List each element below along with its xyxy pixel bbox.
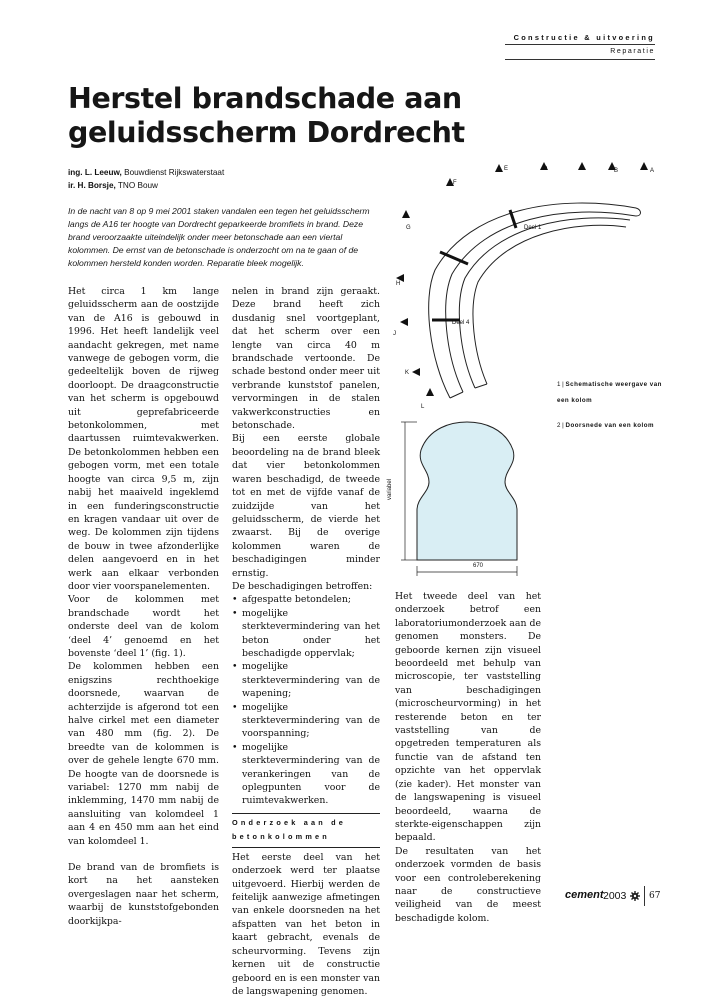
list-item: • afgespatte betondelen; <box>232 593 380 606</box>
footer-divider <box>644 886 645 906</box>
section-label-d: D <box>543 166 548 172</box>
section-label-a: A <box>650 168 655 174</box>
figure-cross-section <box>395 420 555 580</box>
gear-icon <box>630 891 640 901</box>
caption-number: 2 | <box>557 422 564 429</box>
column-outer-inner-edge <box>446 212 636 392</box>
cross-section-shape <box>417 422 517 560</box>
arrow-icon <box>495 164 503 172</box>
column-base <box>450 384 487 398</box>
paragraph: Het eerste deel van het onderzoek werd ter plaatse uitgevoerd. Hierbij werden de feitelijk aanwezige afmetingen van enkele doorsneden na het afspatten van het beton in kaart gebracht, evenals de scheurvorming. Tevens zijn kernen uit de constructie geboord en is een monster van de langswapening genomen. <box>232 851 380 997</box>
author-2 <box>68 181 158 190</box>
header-rule-2 <box>505 59 655 60</box>
author-1 <box>68 168 224 177</box>
column-inner-edge <box>459 218 630 388</box>
paragraph: Het circa 1 km lange geluidsscherm aan de oostzijde van de A16 is gebouwd in 1996. Het heeft landelijk veel aandacht gekregen, met name vanwege de gebogen vorm, die gedeeltelijk boven de rijweg doorloopt. De draagconstructie van het scherm is opgebouwd uit geprefabriceerde betonkolommen, met daartussen ruimtevakwerken. De betonkolommen hebben een gebogen vorm, met een totale hoogte van circa 9,5 m, zijn nabij het maaiveld ingeklemd in een funderingsconstructie en kragen vandaar uit over de weg. De kolommen zijn tijdens de bouw in twee afzonderlijke delen aangevoerd en in het werk aan elkaar verbonden door vier voorspanelementen. <box>68 286 219 592</box>
arrow-icon <box>640 162 648 170</box>
section-heading-line: betonkolommen <box>232 831 330 841</box>
header-rule <box>505 44 655 45</box>
paragraph: De resultaten van het onderzoek vormden de basis voor een controleberekening naar de constructieve veiligheid van de meest beschadigde kolom. <box>395 845 541 924</box>
paragraph: Voor de kolommen met brandschade wordt het onderste deel van de kolom ‘deel 4’ genoemd en het bovenste ‘deel 1’ (fig. 1). <box>68 594 219 659</box>
body-column-2 <box>232 285 380 998</box>
arrow-icon <box>426 388 434 396</box>
section-arrows <box>396 162 648 396</box>
figure-caption-2 <box>557 418 667 434</box>
section-label-h: H <box>396 281 401 287</box>
section-label-k: K <box>405 370 410 376</box>
section-label-f: F <box>453 180 457 186</box>
magazine-name: cement <box>565 889 604 901</box>
list-item: • mogelijke sterktevermindering van het beton onder het beschadigde oppervlak; <box>232 607 380 661</box>
column-inner-edge-2 <box>473 225 626 384</box>
paragraph: Het tweede deel van het onderzoek betrof een laboratoriumonderzoek aan de genomen monsters. De geboorde kernen zijn visueel beoordeeld met behulp van microscopie, ter vaststelling van beschadigingen (microscheurvorming) in het resterende beton en ter vaststelling van de opgetreden temperaturen als functie van de afstand ten opzichte van het oppervlak (zie kader). Het monster van de langswapening is visueel beoordeeld, waarna de sterkte-eigenschappen zijn bepaald. <box>395 591 541 844</box>
section-label: Constructie & uitvoering <box>513 33 655 42</box>
article-title: Herstel brandschade aan geluidsscherm Dordrecht <box>68 82 465 149</box>
body-column-1 <box>68 285 219 928</box>
arrow-icon <box>412 368 420 376</box>
section-heading-line: Onderzoek aan de <box>232 817 347 827</box>
author-name: ing. L. Leeuw, <box>68 168 122 177</box>
magazine-year: 2003 <box>603 890 627 902</box>
section-label-j: J <box>393 331 396 337</box>
part-label-deel4: Deel 4 <box>452 320 470 326</box>
intro-paragraph: In de nacht van 8 op 9 mei 2001 staken vandalen een tegen het geluidsscherm langs de A16 ter hoogte van Dordrecht geparkeerde bromfiets in brand. Deze brand veroorzaakte uiteindelijk onder meer betonschade aan een viertal kolommen. De ernst van de betonschade is onderzocht om na te gaan of de kolommen hersteld konden worden. Reparatie bleek mogelijk. <box>68 206 370 268</box>
height-label: variabel <box>387 478 393 500</box>
caption-number: 1 | <box>557 381 564 388</box>
list-item: • mogelijke sterktevermindering van de verankeringen van de oplegpunten voor de ruimtevakwerken. <box>232 741 380 808</box>
author-name: ir. H. Borsje, <box>68 181 116 190</box>
arrow-icon <box>400 318 408 326</box>
list-item: • mogelijke sterktevermindering van de wapening; <box>232 660 380 700</box>
author-affiliation: TNO Bouw <box>117 181 158 190</box>
section-label-g: G <box>406 225 411 231</box>
body-column-3 <box>395 590 541 925</box>
part-label-deel1: Deel 1 <box>524 225 542 231</box>
width-label: 670 <box>473 563 484 569</box>
caption-text: Doorsnede van een kolom <box>565 422 655 429</box>
paragraph-gap <box>68 848 219 861</box>
paragraph: De brand van de bromfiets is kort na het aansteken overgeslagen naar het scherm, waarbij de kunststofgebonden doorkijkpa- <box>68 862 219 927</box>
paragraph: nelen in brand zijn geraakt. Deze brand heeft zich dusdanig snel voortgeplant, dat het scherm over een lengte van circa 40 m brandschade vertoonde. De schade bestond onder meer uit verbrande kunststof panelen, vervormingen in de stalen vakwerkconstructies en betonschade. <box>232 286 380 432</box>
paragraph: De beschadigingen betroffen: <box>232 580 373 592</box>
list-item: • mogelijke sterktevermindering van de voorspanning; <box>232 701 380 741</box>
figure-caption-1 <box>557 377 667 409</box>
subsection-label: Reparatie <box>610 48 655 55</box>
section-label-e: E <box>504 166 509 172</box>
section-label-b: B <box>614 168 619 174</box>
paragraph: Bij een eerste globale beoordeling na de brand bleek dat vier betonkolommen waren beschadigd, de tweede tot en met de vijfde vanaf de zuidzijde van het geluidsscherm, de vierde het zwaarst. Bij de overige kolommen waren de beschadigingen minder ernstig. <box>232 433 380 579</box>
damage-list <box>232 593 380 808</box>
section-heading <box>232 813 380 848</box>
page-number: 67 <box>649 891 661 901</box>
section-label-l: L <box>421 404 425 410</box>
column-tip <box>636 208 641 216</box>
arrow-icon <box>402 210 410 218</box>
section-label-c: C <box>580 166 585 172</box>
paragraph: De kolommen hebben een enigszins rechthoekige doorsnede, waarvan de achterzijde is afgerond tot een halve cirkel met een diameter van 480 mm (fig. 2). De breedte van de kolommen is over de gehele lengte 670 mm. De hoogte van de doorsnede is variabel: 1270 mm nabij de inklemming, 1470 mm nabij de aansluiting van kolomdeel 1 aan 4 en 450 mm aan het eind van kolomdeel 1. <box>68 661 219 847</box>
author-affiliation: Bouwdienst Rijkswaterstaat <box>124 168 225 177</box>
caption-text: Schematische weergave van een kolom <box>557 381 662 404</box>
